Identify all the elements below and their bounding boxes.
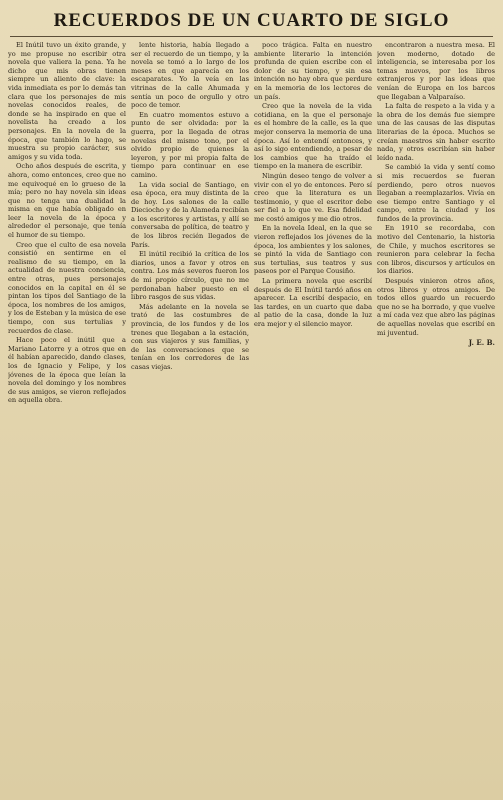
article-column-1 — [8, 41, 126, 793]
paragraph: Creo que la novela de la vida cotidiana, en la que el personaje es el hombre de la calle, es la que mejor conserva la memoria de una época. Así lo entendí entonces, y así lo sigo entendiendo, a pesar de los cambios que ha traído el tiempo en la manera de escribir. — [254, 102, 372, 171]
paragraph: Más adelante en la novela se trató de las costumbres de provincia, de los fundos y de los trenes que llegaban a la estación, con sus viajeros y sus familias, y de las conversaciones que se tenían en los corredores de las casas viejas. — [131, 302, 249, 371]
paragraph: En 1910 se recordaba, con motivo del Centenario, la historia de Chile, y muchos escritores se reunieron para celebrar la fecha con libros, discursos y artículos en los diarios. — [377, 224, 495, 276]
article-column-3 — [254, 41, 372, 793]
paragraph: Ocho años después de escrita, y ahora, como entonces, creo que no me equivoqué en lo grueso de la mía; pero no hay novela sin ideas que no tenga una dualidad la misma en que había obligado en leer la novela de la época y alrededor el personaje, que tenía el humor de su tiempo. — [8, 162, 126, 240]
paragraph: Creo que el culto de esa novela consistió en sentirme en el realismo de su tiempo, en la actualidad de nuestra conciencia, entre otras, pues personajes conocidos en la capital en él se pintan los tipos del Santiago de la época, los nombres de los amigos, y los de Esteban y la música de ese tiempo, con sus tertulias y recuerdos de clase. — [8, 240, 126, 335]
paragraph: encontraron a nuestra mesa. El joven moderno, dotado de inteligencia, se interesaba por los temas nuevos, por los libros extranjeros y por las ideas que venían de Europa en los barcos que llegaban a Valparaíso. — [377, 41, 495, 101]
paragraph: En cuatro momentos estuvo a punto de ser olvidada: por la guerra, por la llegada de otras novelas del mismo tono, por el olvido propio de quienes la leyeron, y por mi propia falta de tiempo para continuar en ese camino. — [131, 110, 249, 179]
article-column-4 — [377, 41, 495, 793]
paragraph: Hace poco el inútil que a Mariano Latorre y a otros que en él habían aparecido, dando clases, los de Ignacio y Felipe, y los jóvenes de la época que leían la novela del domingo y los nombres de sus amigos, se vieron reflejados en aquella obra. — [8, 336, 126, 405]
article-column-2 — [131, 41, 249, 793]
paragraph: Después vinieron otros años, otros libros y otros amigos. De todos ellos guardo un recuerdo que no se ha borrado, y que vuelve a mí cada vez que abro las páginas de aquellas novelas que escribí en mi juventud. — [377, 277, 495, 337]
title-divider — [10, 36, 493, 37]
paragraph: El inútil recibió la crítica de los diarios, unos a favor y otros en contra. Los más severos fueron los de mi propio círculo, que no me perdonaban haber puesto en el libro rasgos de sus vidas. — [131, 250, 249, 302]
paragraph: Ningún deseo tengo de volver a vivir con el yo de entonces. Pero sí creo que la literatura es un testimonio, y que el escritor debe ser fiel a lo que ve. Esa fidelidad me costó amigos y me dio otros. — [254, 171, 372, 223]
article-columns — [8, 41, 495, 793]
paragraph: En la novela Ideal, en la que se vieron reflejados los jóvenes de la época, los ambientes y los salones, se pintó la vida de Santiago con sus tertulias, sus teatros y sus paseos por el Parque Cousiño. — [254, 224, 372, 276]
paragraph: La falta de respeto a la vida y a la obra de los demás fue siempre una de las causas de las disputas literarias de la época. Muchos se creían maestros sin haber escrito nada, y otros escribían sin haber leído nada. — [377, 102, 495, 162]
paragraph: poco trágica. Falta en nuestro ambiente literario la intención profunda de quien escribe con el dolor de su tiempo, y sin esa intención no hay obra que perdure en la memoria de los lectores de un país. — [254, 41, 372, 101]
paragraph: lente historia, había llegado a ser el recuerdo de un tiempo, y la novela se tomó a lo largo de los meses en que aparecía en los escaparates. Yo la veía en las vitrinas de la calle Ahumada y sentía un poco de orgullo y otro poco de temor. — [131, 41, 249, 110]
article-title: RECUERDOS DE UN CUARTO DE SIGLO — [53, 10, 450, 31]
paragraph: La vida social de Santiago, en esa época, era muy distinta de la de hoy. Los salones de la calle Dieciocho y de la Alameda recibían a los escritores y artistas, y allí se conversaba de política, de teatro y de los libros recién llegados de París. — [131, 180, 249, 249]
paragraph: Se cambió la vida y sentí como si mis recuerdos se fueran perdiendo, pero otros nuevos llegaban a reemplazarlos. Vivía en ese tiempo entre Santiago y el campo, entre la ciudad y los fundos de la provincia. — [377, 163, 495, 223]
author-signature: J. E. B. — [468, 338, 495, 348]
paragraph: El Inútil tuvo un éxito grande, y yo me propuse no escribir otra novela que valiera la pena. Ya he dicho que mis obras tienen siempre un aliento de clave: la vida inmediata es por lo demás tan clara que los personajes de mis novelas conocidos reales, de donde se ha inspirado en que el novelista ha creado a los personajes. En la novela de la época, que también lo hago, se muestra su propio carácter, sus amigos y su vida toda. — [8, 41, 126, 161]
paragraph: La primera novela que escribí después de El Inútil tardó años en aparecer. La escribí despacio, en las tardes, en un cuarto que daba al patio de la casa, donde la luz era mejor y el silencio mayor. — [254, 277, 372, 328]
